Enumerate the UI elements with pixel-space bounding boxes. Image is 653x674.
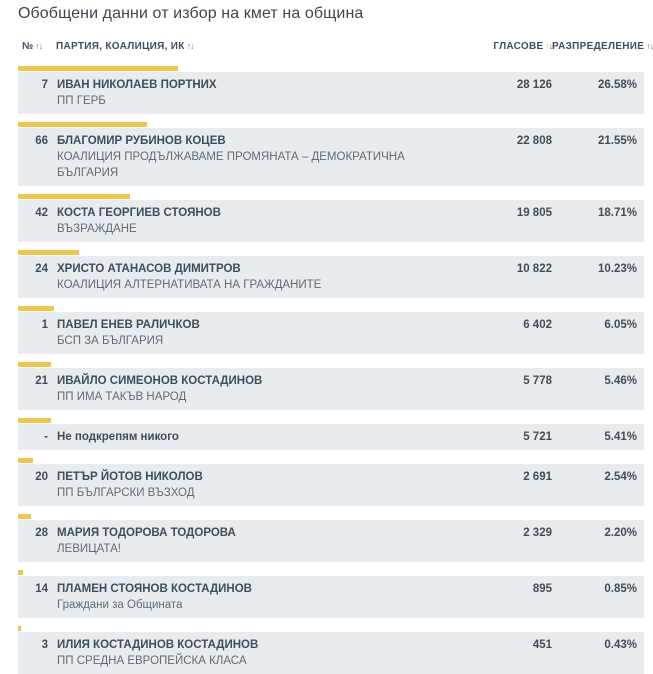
percent-value: 5.46% [604,375,637,387]
percent-value: 26.58% [597,79,637,91]
votes-value: 5 721 [523,431,552,443]
row-number: 24 [35,263,48,275]
candidate-name: ПЛАМЕН СТОЯНОВ КОСТАДИНОВ [57,583,252,595]
sort-icon-number: ↑↓ [35,41,42,51]
vote-share-bar [18,458,33,463]
votes-value: 895 [532,583,552,595]
party-name: БСП ЗА БЪЛГАРИЯ [57,335,164,347]
candidate-name: ИВАЙЛО СИМЕОНОВ КОСТАДИНОВ [57,375,263,387]
vote-share-bar [18,514,31,519]
votes-value: 2 691 [523,471,552,483]
votes-value: 2 329 [523,527,552,539]
table-row [18,306,644,354]
vote-share-bar [18,418,51,423]
table-row [18,194,644,242]
vote-share-bar [18,306,54,311]
votes-value: 10 822 [516,263,552,275]
votes-value: 22 808 [516,135,552,147]
votes-value: 19 805 [516,207,552,219]
row-number: - [44,431,48,443]
percent-value: 2.54% [604,471,637,483]
row-number: 3 [41,639,48,651]
party-name: ПП ИМА ТАКЪВ НАРОД [57,391,187,403]
party-name: ВЪЗРАЖДАНЕ [57,223,137,235]
vote-share-bar [18,194,130,199]
vote-share-bar [18,626,21,631]
percent-value: 2.20% [604,527,637,539]
party-name: Граждани за Общината [57,599,183,611]
results-table-body [18,66,644,674]
table-row [18,458,644,506]
sort-icon-party: ↑↓ [186,41,194,51]
party-name: ПП БЪЛГАРСКИ ВЪЗХОД [57,487,195,499]
candidate-name: ИВАН НИКОЛАЕВ ПОРТНИХ [57,79,217,91]
party-name: ПП СРЕДНА ЕВРОПЕЙСКА КЛАСА [57,655,247,667]
votes-value: 6 402 [523,319,552,331]
row-number: 28 [35,527,48,539]
row-number: 1 [41,319,48,331]
candidate-name: МАРИЯ ТОДОРОВА ТОДОРОВА [57,527,236,539]
table-row [18,626,644,674]
candidate-name: ХРИСТО АТАНАСОВ ДИМИТРОВ [57,263,241,275]
table-row [18,66,644,114]
column-header-number[interactable]: № ↑↓ [22,41,42,52]
table-header-row [18,40,653,53]
percent-value: 6.05% [604,319,637,331]
percent-value: 0.85% [604,583,637,595]
candidate-name: Не подкрепям никого [57,431,179,443]
table-row [18,250,644,298]
party-name: КОАЛИЦИЯ АЛТЕРНАТИВАТА НА ГРАЖДАНИТЕ [57,279,322,291]
vote-share-bar [18,122,147,127]
table-row [18,514,644,562]
candidate-name: КОСТА ГЕОРГИЕВ СТОЯНОВ [57,207,221,219]
candidate-name: БЛАГОМИР РУБИНОВ КОЦЕВ [57,135,226,147]
candidate-name: ИЛИЯ КОСТАДИНОВ КОСТАДИНОВ [57,639,259,651]
candidate-name: ПЕТЪР ЙОТОВ НИКОЛОВ [57,471,203,483]
votes-value: 28 126 [516,79,552,91]
column-header-votes[interactable]: ГЛАСОВЕ ↑↓ [493,41,552,52]
sort-icon-distribution: ↑↓ [646,41,653,51]
row-number: 7 [41,79,48,91]
percent-value: 18.71% [597,207,637,219]
row-number: 21 [35,375,48,387]
column-header-distribution[interactable]: РАЗПРЕДЕЛЕНИЕ ↑↓ [552,41,653,52]
table-row [18,122,644,186]
percent-value: 10.23% [597,263,637,275]
votes-value: 451 [532,639,552,651]
vote-share-bar [18,570,23,575]
row-number: 42 [35,207,48,219]
sort-icon-votes: ↑↓ [545,41,552,51]
vote-share-bar [18,66,178,71]
vote-share-bar [18,250,79,255]
party-name: КОАЛИЦИЯ ПРОДЪЛЖАВАМЕ ПРОМЯНАТА – ДЕМОКРАТИЧНА БЪЛГАРИЯ [57,151,405,179]
row-number: 20 [35,471,48,483]
table-row [18,418,644,450]
votes-value: 5 778 [523,375,552,387]
row-number: 66 [35,135,48,147]
vote-share-bar [18,362,51,367]
party-name: ПП ГЕРБ [57,95,106,107]
row-number: 14 [35,583,48,595]
column-header-party[interactable]: ПАРТИЯ, КОАЛИЦИЯ, ИК ↑↓ [56,41,194,52]
table-row [18,362,644,410]
percent-value: 5.41% [604,431,637,443]
candidate-name: ПАВЕЛ ЕНЕВ РАЛИЧКОВ [57,319,200,331]
page-title: Обобщени данни от избор на кмет на община [18,5,364,22]
party-name: ЛЕВИЦАТА! [57,543,121,555]
percent-value: 21.55% [597,135,637,147]
table-row [18,570,644,618]
percent-value: 0.43% [604,639,637,651]
